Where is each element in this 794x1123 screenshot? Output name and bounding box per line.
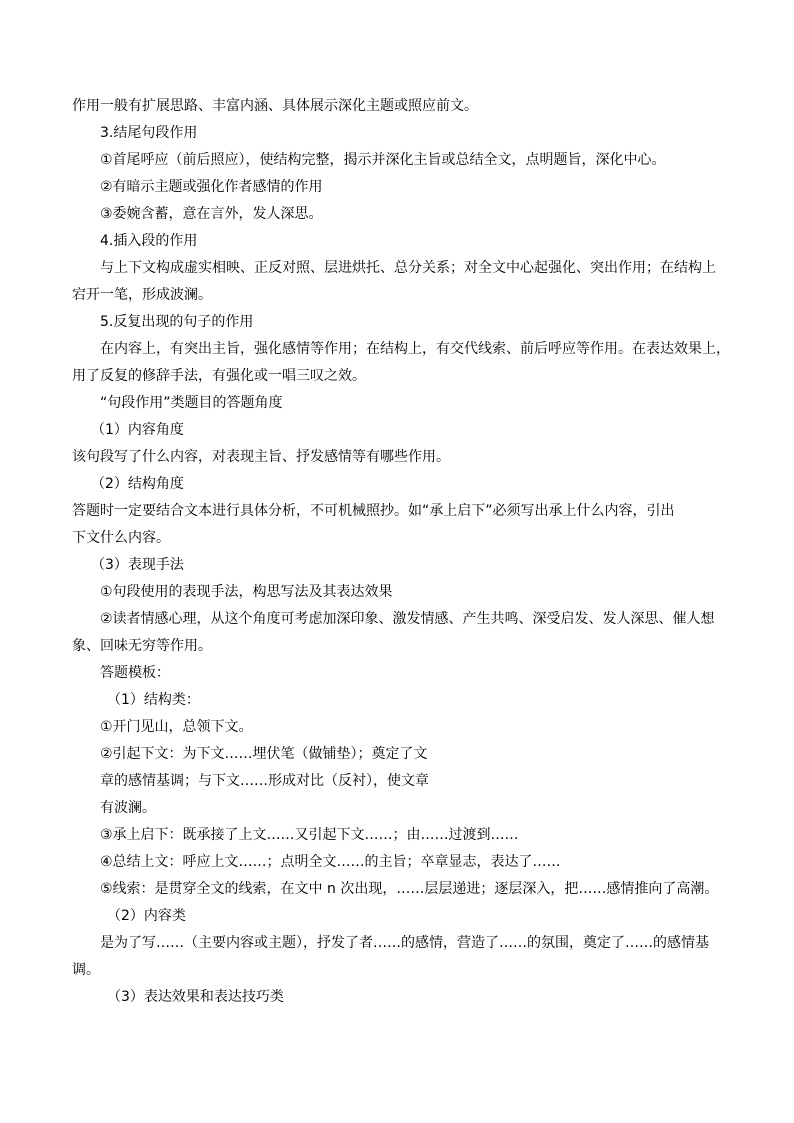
text-line-5: ③委婉含蓄，意在言外，发人深思。 bbox=[100, 206, 323, 222]
text-line-30: ⑤线索：是贯穿全文的线索，在文中 n 次出现，……层层递进；逐层深入，把……感情推向了高潮。 bbox=[100, 881, 719, 897]
section-heading-repeated-sentence: 5.反复出现的句子的作用 bbox=[100, 314, 254, 330]
text-line-26: 章的感情基调；与下文……形成对比（反衬），使文章 bbox=[100, 773, 429, 789]
text-line-19: ①句段使用的表现手法，构思写法及其表达效果 bbox=[100, 584, 393, 600]
text-line-7: 与上下文构成虚实相映、正反对照、层进烘托、总分关系；对全文中心起强化、突出作用；在结构上 bbox=[100, 260, 716, 276]
text-line-17: 下文什么内容。 bbox=[72, 530, 170, 546]
section-heading-inserted-paragraph: 4.插入段的作用 bbox=[100, 233, 198, 249]
text-line-3: ①首尾呼应（前后照应），使结构完整，揭示并深化主旨或总结全文，点明题旨，深化中心。 bbox=[100, 152, 666, 168]
text-line-10: 在内容上，有突出主旨，强化感情等作用；在结构上，有交代线索、前后呼应等作用。在表达效果上， bbox=[100, 341, 730, 357]
text-line-1: 作用一般有扩展思路、丰富内涵、具体展示深化主题或照应前文。 bbox=[72, 98, 478, 114]
text-line-33: 调。 bbox=[72, 962, 100, 978]
subheading-content-angle: （1）内容角度 bbox=[91, 422, 184, 438]
text-line-11: 用了反复的修辞手法，有强化或一唱三叹之效。 bbox=[72, 368, 366, 384]
text-line-25: ②引起下文：为下文……埋伏笔（做铺垫）；奠定了文 bbox=[100, 746, 428, 762]
text-line-27: 有波澜。 bbox=[100, 800, 156, 816]
text-line-4: ②有暗示主题或强化作者感情的作用 bbox=[100, 179, 323, 195]
section-heading-ending-function: 3.结尾句段作用 bbox=[100, 125, 198, 141]
text-line-28: ③承上启下：既承接了上文……又引起下文……；由……过渡到…… bbox=[100, 827, 519, 843]
text-line-20: ②读者情感心理，从这个角度可考虑加深印象、激发情感、产生共鸣、深受启发、发人深思、催人想 bbox=[100, 611, 715, 627]
text-line-14: 该句段写了什么内容，对表现主旨、抒发感情等有哪些作用。 bbox=[72, 449, 450, 465]
text-line-24: ①开门见山，总领下文。 bbox=[100, 719, 253, 735]
text-line-21: 象、回味无穷等作用。 bbox=[72, 638, 212, 654]
subheading-content-type: （2）内容类 bbox=[107, 908, 186, 924]
subheading-expression-technique: （3）表现手法 bbox=[91, 557, 184, 573]
subheading-structure-type: （1）结构类： bbox=[107, 692, 200, 708]
text-line-29: ④总结上文：呼应上文……；点明全文……的主旨；卒章显志，表达了…… bbox=[100, 854, 561, 870]
subheading-answer-angles: “句段作用”类题目的答题角度 bbox=[100, 395, 283, 411]
subheading-answer-template: 答题模板： bbox=[100, 665, 170, 681]
subheading-structure-angle: （2）结构角度 bbox=[91, 476, 184, 492]
text-line-16: 答题时一定要结合文本进行具体分析，不可机械照抄。如“承上启下”必须写出承上什么内容，引出 bbox=[72, 503, 675, 519]
subheading-effect-technique-type: （3）表达效果和表达技巧类 bbox=[107, 989, 284, 1005]
text-line-8: 宕开一笔，形成波澜。 bbox=[72, 287, 212, 303]
text-line-32: 是为了写……（主要内容或主题），抒发了者……的感情，营造了……的氛围，奠定了……的感情基 bbox=[100, 935, 709, 951]
